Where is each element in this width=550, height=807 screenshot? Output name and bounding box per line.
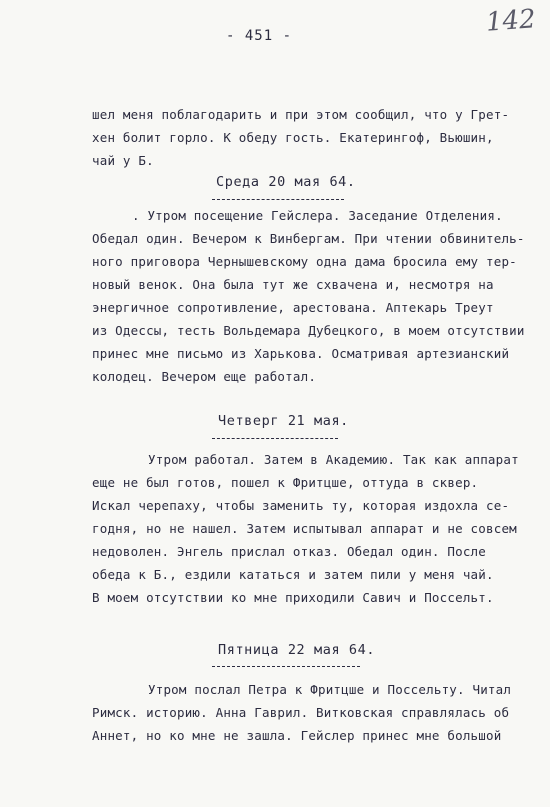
- text-line: шел меня поблагодарить и при этом сообщил, что у Грет-: [92, 107, 510, 122]
- text-line: Утром работал. Затем в Академию. Так как аппарат: [148, 452, 519, 467]
- text-line: энергичное сопротивление, арестована. Аптекарь Треут: [92, 300, 494, 315]
- text-line: годня, но не нашел. Затем испытывал аппарат и не совсем: [92, 521, 517, 536]
- text-line: . Утром посещение Гейслера. Заседание Отделения.: [132, 208, 503, 223]
- entry-heading-wednesday: Среда 20 мая 64.: [216, 174, 356, 190]
- entry-body-wednesday: [92, 204, 525, 388]
- heading-underline: [212, 438, 338, 439]
- text-line: В моем отсутствии ко мне приходили Савич и Поссельт.: [92, 590, 494, 605]
- text-line: новый венок. Она была тут же схвачена и, несмотря на: [92, 277, 494, 292]
- handwritten-page-number: 142: [485, 4, 537, 38]
- page-number: - 451 -: [226, 28, 293, 44]
- text-line: хен болит горло. К обеду гость. Екатерингоф, Вьюшин,: [92, 130, 494, 145]
- text-line: из Одессы, тесть Вольдемара Дубецкого, в моем отсутствии: [92, 323, 525, 338]
- text-line: обеда к Б., ездили кататься и затем пили у меня чай.: [92, 567, 494, 582]
- entry-body-thursday: [92, 448, 522, 609]
- entry-body-friday: [92, 678, 522, 747]
- entry-heading-friday: Пятница 22 мая 64.: [218, 642, 376, 658]
- entry-heading-thursday: Четверг 21 мая.: [218, 413, 349, 429]
- text-line: недоволен. Энгель прислал отказ. Обедал один. После: [92, 544, 487, 559]
- text-line: Аннет, но ко мне не зашла. Гейслер принес мне большой: [92, 728, 502, 743]
- heading-underline: [212, 666, 360, 667]
- text-line: еще не был готов, пошел к Фритцше, оттуда в сквер.: [92, 475, 479, 490]
- text-line: колодец. Вечером еще работал.: [92, 369, 317, 384]
- text-line: чай у Б.: [92, 153, 154, 168]
- text-line: Искал черепаху, чтобы заменить ту, которая издохла се-: [92, 498, 510, 513]
- text-line: ного приговора Чернышевскому одна дама бросила ему тер-: [92, 254, 517, 269]
- text-line: Обедал один. Вечером к Винбергам. При чтении обвинитель-: [92, 231, 525, 246]
- text-line: принес мне письмо из Харькова. Осматривая артезианский: [92, 346, 510, 361]
- text-line: Утром послал Петра к Фритцше и Поссельту. Читал: [148, 682, 512, 697]
- continuation-paragraph: [92, 103, 522, 172]
- text-line: Римск. историю. Анна Гаврил. Витковская справлялась об: [92, 705, 510, 720]
- heading-underline: [212, 199, 344, 200]
